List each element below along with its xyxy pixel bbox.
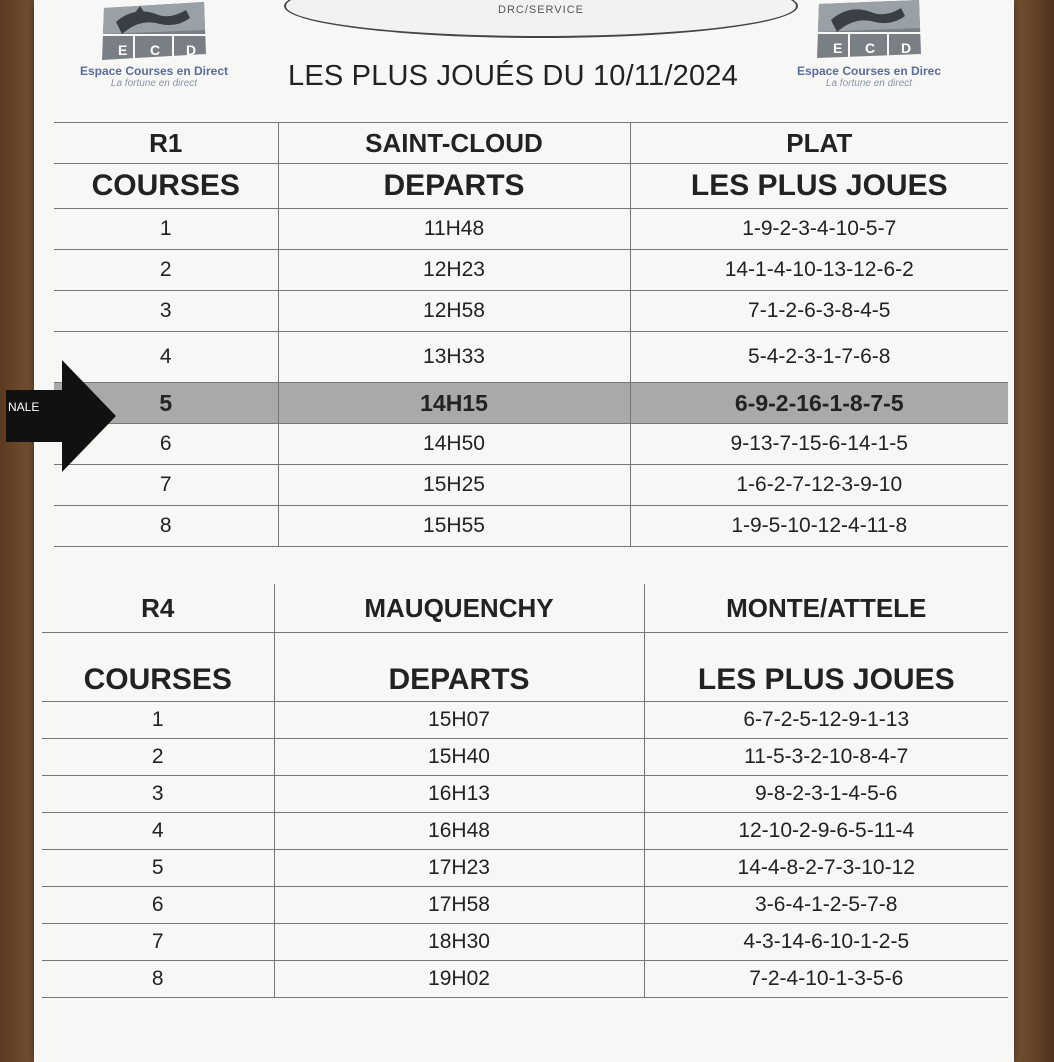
header-oval <box>284 0 798 38</box>
table-row <box>42 813 1008 850</box>
most-played-numbers: 4-3-14-6-10-1-2-5 <box>644 924 1008 961</box>
logo-left <box>54 0 254 89</box>
departure-time: 15H07 <box>274 702 644 739</box>
most-played-numbers: 14-1-4-10-13-12-6-2 <box>630 250 1008 291</box>
r1-discipline: PLAT <box>630 123 1008 164</box>
r4-col-departs: DEPARTS <box>274 633 644 702</box>
r4-venue: MAUQUENCHY <box>274 584 644 633</box>
r4-column-headers <box>42 633 1008 702</box>
departure-time: 19H02 <box>274 961 644 998</box>
course-number: 7 <box>42 924 274 961</box>
departure-time: 12H23 <box>278 250 630 291</box>
table-row <box>42 850 1008 887</box>
r4-meeting-label: R4 <box>42 584 274 633</box>
course-number: 3 <box>42 776 274 813</box>
course-number: 1 <box>42 702 274 739</box>
table-row <box>42 702 1008 739</box>
logo-letter-e: E <box>118 42 128 58</box>
table-row <box>42 887 1008 924</box>
departure-time: 15H40 <box>274 739 644 776</box>
table-row <box>42 961 1008 998</box>
oval-text: DRC/SERVICE <box>498 4 584 16</box>
departure-time: 17H23 <box>274 850 644 887</box>
most-played-numbers: 14-4-8-2-7-3-10-12 <box>644 850 1008 887</box>
course-number: 2 <box>54 250 278 291</box>
course-number: 4 <box>54 332 278 383</box>
arrow-label: NALE <box>8 400 40 414</box>
most-played-numbers: 5-4-2-3-1-7-6-8 <box>630 332 1008 383</box>
r4-meeting-row <box>42 584 1008 633</box>
most-played-numbers: 9-13-7-15-6-14-1-5 <box>630 424 1008 465</box>
arrow-right-icon <box>6 360 116 472</box>
logo-letter-d: D <box>901 40 912 56</box>
logo-letter-e: E <box>833 40 843 56</box>
r1-venue: SAINT-CLOUD <box>278 123 630 164</box>
course-number: 6 <box>42 887 274 924</box>
departure-time: 17H58 <box>274 887 644 924</box>
most-played-numbers: 1-6-2-7-12-3-9-10 <box>630 465 1008 506</box>
most-played-numbers: 7-1-2-6-3-8-4-5 <box>630 291 1008 332</box>
departure-time: 14H50 <box>278 424 630 465</box>
ecd-logo-icon <box>809 0 929 62</box>
course-number: 5 <box>42 850 274 887</box>
departure-time: 12H58 <box>278 291 630 332</box>
departure-time: 13H33 <box>278 332 630 383</box>
course-number: 1 <box>54 209 278 250</box>
r1-meeting-label: R1 <box>54 123 278 164</box>
table-row <box>54 506 1008 547</box>
departure-time: 16H48 <box>274 813 644 850</box>
table-row <box>42 739 1008 776</box>
most-played-numbers: 6-7-2-5-12-9-1-13 <box>644 702 1008 739</box>
departure-time: 18H30 <box>274 924 644 961</box>
page-title: LES PLUS JOUÉS DU 10/11/2024 <box>288 60 738 92</box>
highlighted-row <box>54 383 1008 424</box>
most-played-numbers: 3-6-4-1-2-5-7-8 <box>644 887 1008 924</box>
logo-slogan: La fortune en direct <box>110 78 198 89</box>
table-row <box>54 424 1008 465</box>
r4-table <box>42 584 1008 998</box>
most-played-numbers: 11-5-3-2-10-8-4-7 <box>644 739 1008 776</box>
logo-name: Espace Courses en Direc <box>796 64 942 78</box>
table-row <box>54 209 1008 250</box>
course-number: 6 <box>54 424 278 465</box>
course-number: 4 <box>42 813 274 850</box>
r4-col-courses: COURSES <box>42 633 274 702</box>
r1-meeting-row <box>54 123 1008 164</box>
departure-time: 14H15 <box>278 383 630 424</box>
r4-col-plus-joues: LES PLUS JOUES <box>644 633 1008 702</box>
logo-letter-c: C <box>865 40 876 56</box>
r1-column-headers <box>54 164 1008 209</box>
table-row <box>54 250 1008 291</box>
most-played-numbers: 12-10-2-9-6-5-11-4 <box>644 813 1008 850</box>
r1-col-departs: DEPARTS <box>278 164 630 209</box>
course-number: 8 <box>54 506 278 547</box>
departure-time: 15H25 <box>278 465 630 506</box>
wood-background-right <box>1010 0 1054 1062</box>
table-row <box>54 291 1008 332</box>
course-number: 5 <box>54 383 278 424</box>
logo-letter-c: C <box>150 42 161 58</box>
most-played-numbers: 1-9-2-3-4-10-5-7 <box>630 209 1008 250</box>
logo-slogan: La fortune en direct <box>825 78 913 89</box>
course-number: 8 <box>42 961 274 998</box>
r1-table <box>54 122 1008 547</box>
logo-right <box>769 0 969 89</box>
table-row <box>42 776 1008 813</box>
departure-time: 11H48 <box>278 209 630 250</box>
departure-time: 15H55 <box>278 506 630 547</box>
r1-col-plus-joues: LES PLUS JOUES <box>630 164 1008 209</box>
paper-sheet <box>34 0 1014 1062</box>
r4-discipline: MONTE/ATTELE <box>644 584 1008 633</box>
course-number: 7 <box>54 465 278 506</box>
ecd-logo-icon <box>94 0 214 62</box>
most-played-numbers: 6-9-2-16-1-8-7-5 <box>630 383 1008 424</box>
table-row <box>42 924 1008 961</box>
course-number: 3 <box>54 291 278 332</box>
table-row <box>54 465 1008 506</box>
table-row <box>54 332 1008 383</box>
logo-letter-d: D <box>186 42 197 58</box>
most-played-numbers: 1-9-5-10-12-4-11-8 <box>630 506 1008 547</box>
logo-name: Espace Courses en Direct <box>79 64 229 78</box>
r1-col-courses: COURSES <box>54 164 278 209</box>
most-played-numbers: 7-2-4-10-1-3-5-6 <box>644 961 1008 998</box>
most-played-numbers: 9-8-2-3-1-4-5-6 <box>644 776 1008 813</box>
course-number: 2 <box>42 739 274 776</box>
departure-time: 16H13 <box>274 776 644 813</box>
